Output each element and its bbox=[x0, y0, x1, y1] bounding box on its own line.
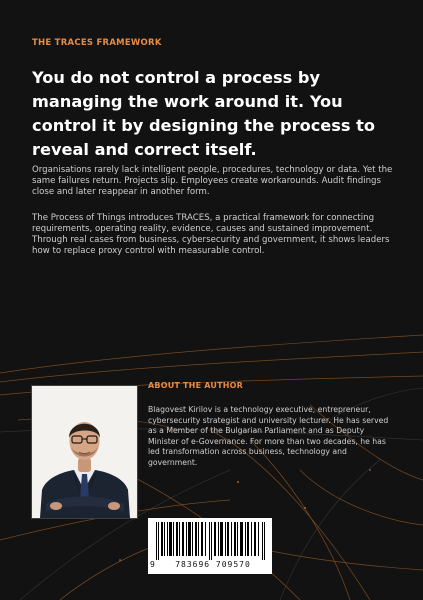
isbn-barcode bbox=[148, 518, 272, 574]
author-portrait-icon bbox=[32, 386, 137, 518]
headline: You do not control a process by managing the work around it. You control it by designing the process to reveal and correct itself. bbox=[32, 68, 376, 159]
body-paragraph-2: The Process of Things introduces TRACES, a practical framework for connecting requirements, operating reality, evidence, causes and sustained improvement. Through real cases from business, cybersecurity and government, it shows leaders how to replace proxy control with measurable control. bbox=[32, 213, 390, 256]
author-portrait bbox=[31, 385, 138, 519]
barcode-icon bbox=[156, 522, 266, 560]
about-author-label: ABOUT THE AUTHOR bbox=[148, 381, 243, 390]
isbn-first-digit: 9 bbox=[150, 560, 155, 569]
author-bio: Blagovest Kirilov is a technology executive, entrepreneur, cybersecurity strategist and university lecturer. He has served as a Member of the Bulgarian Parliament and as Deputy Minister of e-Governance. For more than two decades, he has led transformation across business, technology and government. bbox=[148, 405, 389, 467]
isbn-number: 783696 709570 bbox=[175, 560, 251, 569]
framework-eyebrow: THE TRACES FRAMEWORK bbox=[32, 38, 162, 48]
body-paragraph-1: Organisations rarely lack intelligent people, procedures, technology or data. Yet the same failures return. Projects slip. Employees create workarounds. Audit findings close and later reappear in another form. bbox=[32, 165, 393, 197]
